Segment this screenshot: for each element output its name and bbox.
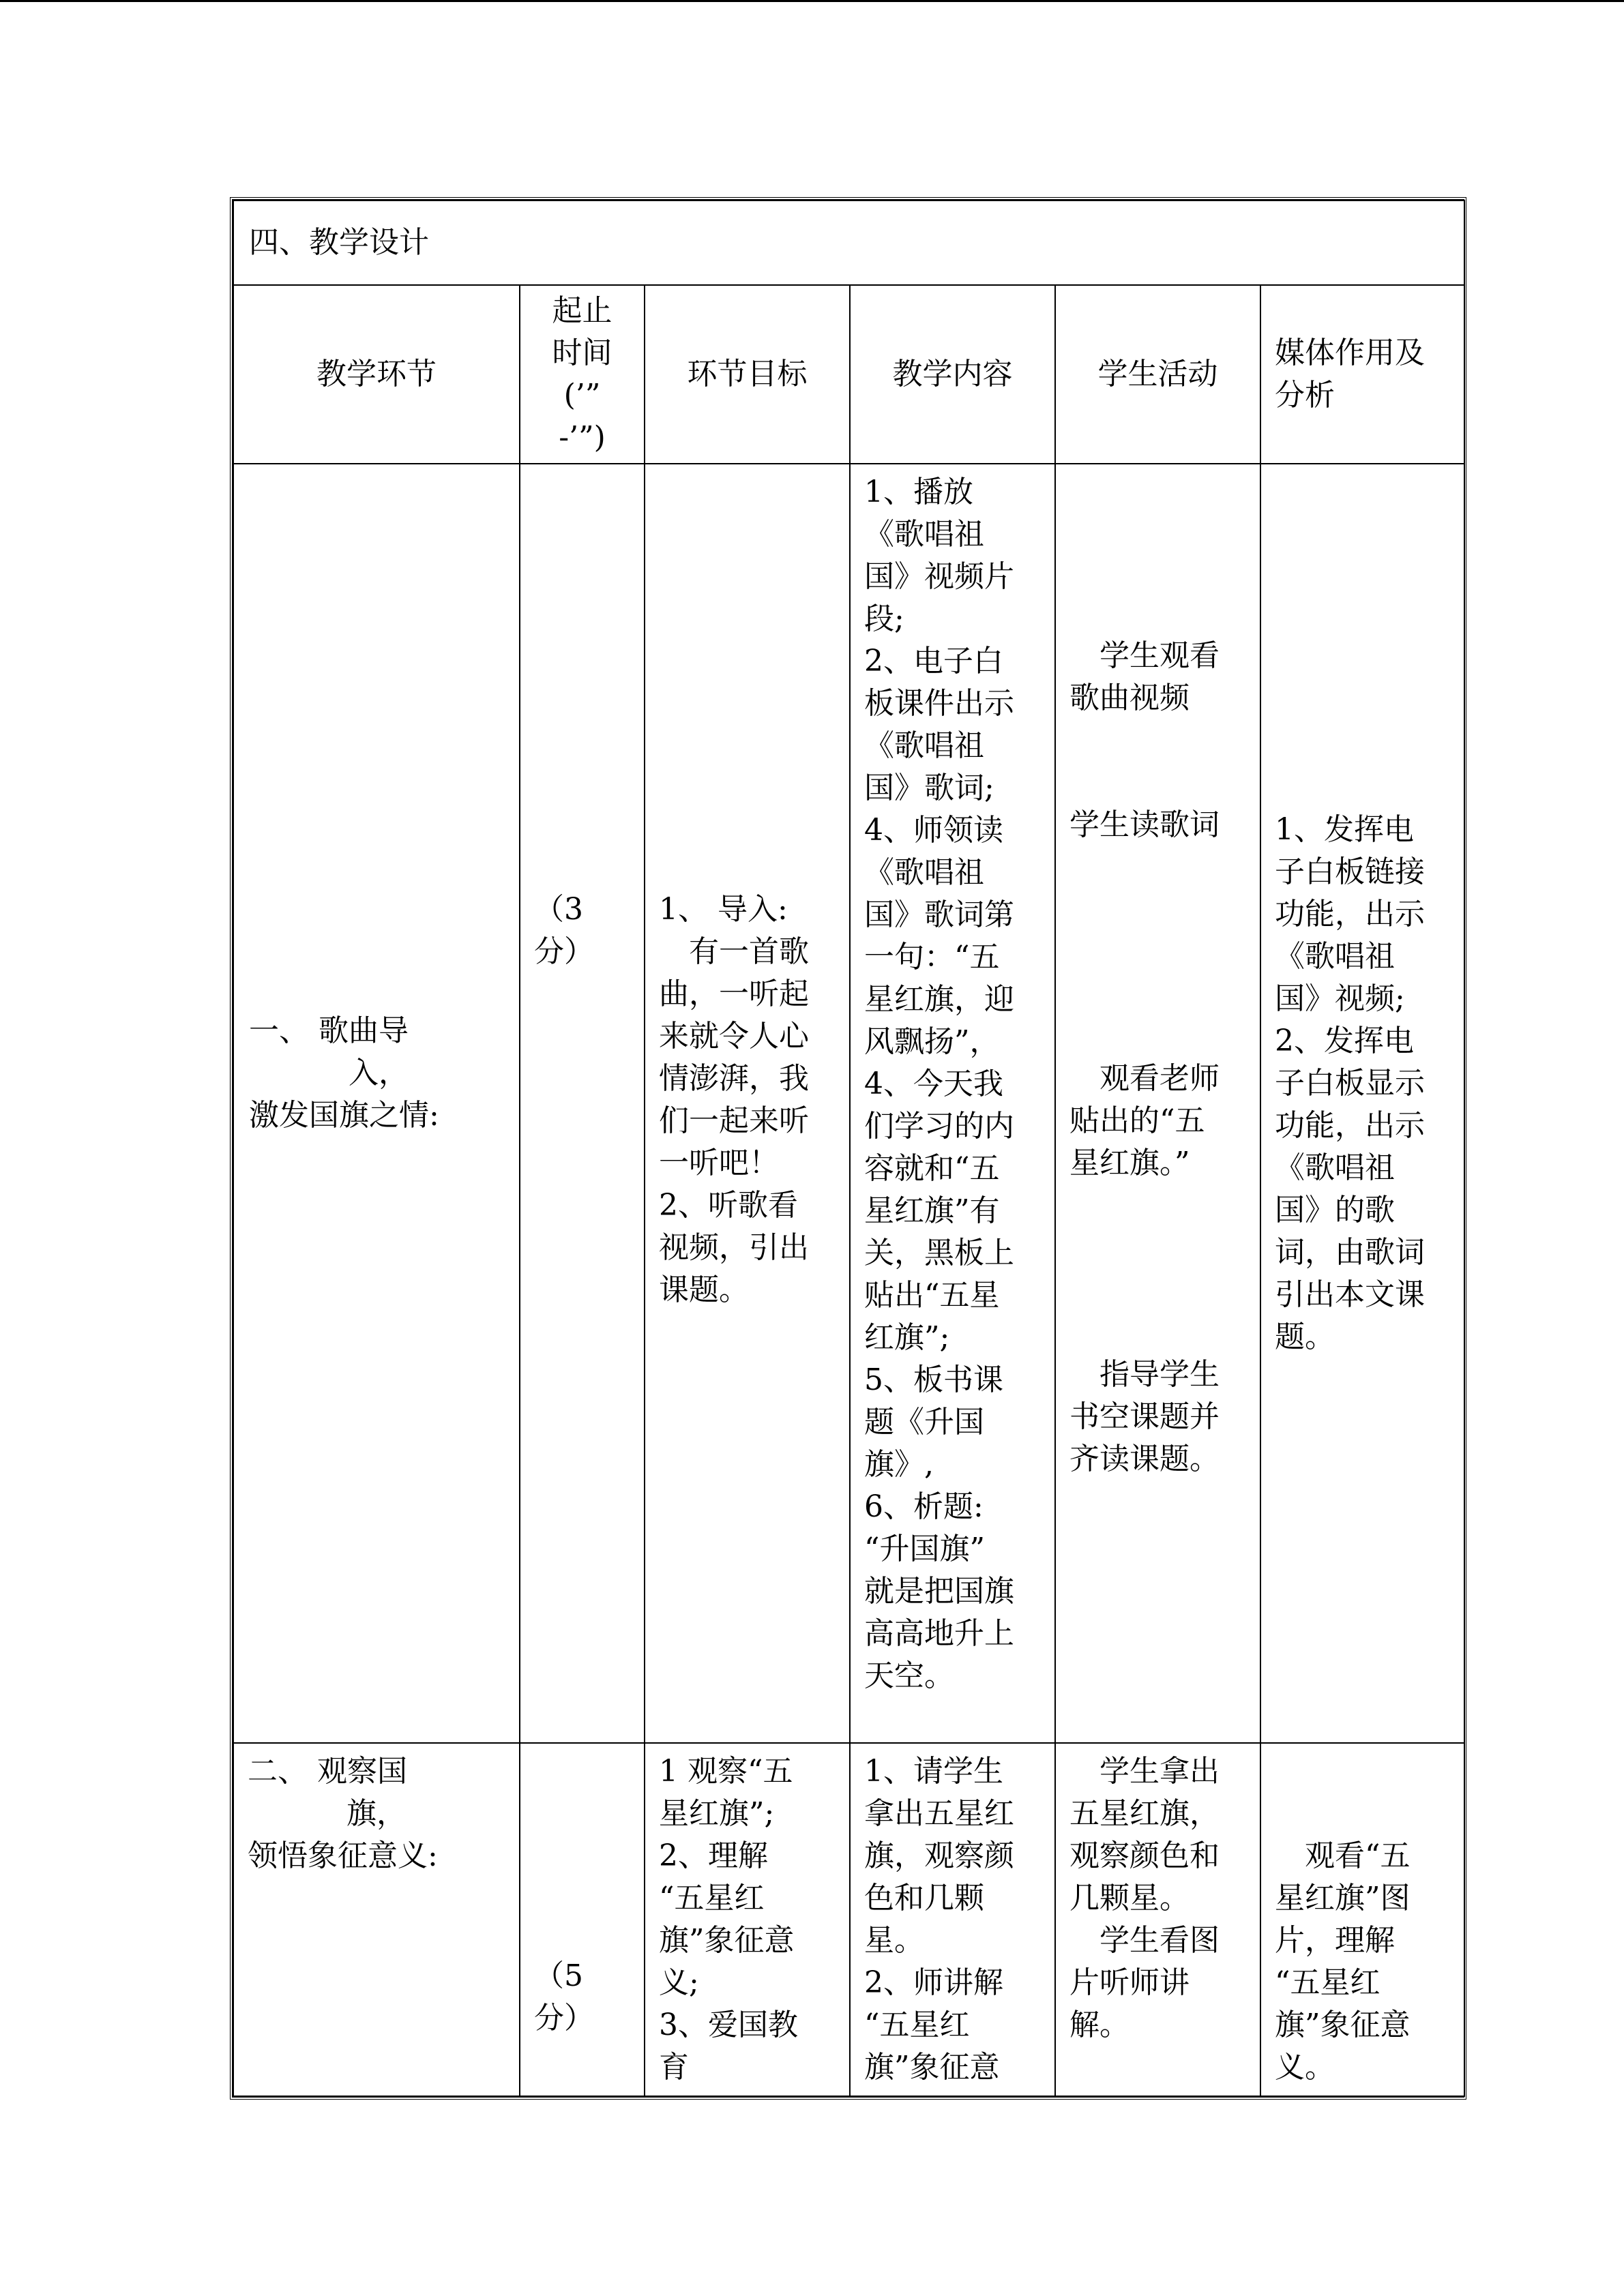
student-line: 学生拿出 [1099, 1754, 1220, 1789]
content-line: 6、析题: [864, 1489, 984, 1524]
header-time-line: -’”) [559, 420, 606, 455]
content-line: 1、播放 [864, 475, 973, 509]
goal-line: 3、爱国教 [659, 2008, 798, 2042]
content-line: 旗》, [864, 1447, 934, 1482]
media-line: 题。 [1275, 1320, 1335, 1354]
header-time-line: 时间 [552, 336, 612, 370]
media-line: 片，理解 [1275, 1923, 1395, 1958]
spacer [1069, 931, 1246, 973]
media-line: 国》视频; [1275, 981, 1405, 1016]
student-line: 学生观看 [1099, 638, 1220, 673]
header-media-line: 分析 [1275, 378, 1335, 413]
stage-line: 旗， [346, 1796, 407, 1831]
content-line: 星。 [864, 1923, 924, 1958]
table-row [233, 464, 1464, 1743]
content-line: 1、请学生 [864, 1754, 1003, 1789]
media-line: 《歌唱祖 [1275, 939, 1395, 974]
goal-line: “五星红 [659, 1881, 765, 1915]
goal-line: 们一起来听 [659, 1103, 809, 1138]
content-line: 拿出五星红 [864, 1796, 1014, 1831]
content-line: 4、师领读 [864, 813, 1003, 848]
content-line: 题《升国 [864, 1405, 984, 1440]
content-line: 星红旗”有 [864, 1193, 1000, 1228]
header-time-line: 起止 [552, 293, 612, 328]
media-cell [1260, 1743, 1464, 2096]
content-line: 一句：“五 [864, 940, 1000, 974]
student-cell [1055, 464, 1260, 1743]
content-line: 5、板书课 [864, 1362, 1003, 1397]
lesson-design-table [230, 197, 1466, 2100]
media-line: 词，由歌词 [1275, 1235, 1425, 1270]
stage-cell [233, 1743, 520, 2096]
content-line: 色和几颗 [864, 1881, 984, 1915]
goal-line: 课题。 [659, 1272, 749, 1307]
goal-line: 1、 导入: [659, 892, 788, 927]
media-line: 1、发挥电 [1275, 812, 1414, 847]
student-line: 书空课题并 [1069, 1399, 1220, 1434]
content-line: 板课件出示 [864, 686, 1014, 721]
spacer [1069, 719, 1246, 762]
stage-line: 入， [349, 1056, 409, 1090]
student-line: 五星红旗， [1069, 1796, 1220, 1831]
time-cell [520, 464, 645, 1743]
goal-line: 有一首歌 [689, 934, 809, 969]
content-line: 关，黑板上 [864, 1236, 1014, 1270]
content-cell [850, 464, 1055, 1743]
header-stage: 教学环节 [233, 285, 520, 464]
content-line: 2、师讲解 [864, 1965, 1003, 2000]
header-media-line: 媒体作用及 [1275, 336, 1425, 370]
media-line: 《歌唱祖 [1275, 1150, 1395, 1185]
table-row [233, 1743, 1464, 2096]
content-line: 4、今天我 [864, 1067, 1003, 1101]
header-student: 学生活动 [1055, 285, 1260, 464]
content-line: 容就和“五 [864, 1151, 1000, 1186]
content-line: “升国旗” [864, 1532, 985, 1566]
time-cell [520, 1743, 645, 2096]
content-line: 《歌唱祖 [864, 728, 984, 763]
media-cell [1260, 464, 1464, 1743]
media-line: 引出本文课 [1275, 1277, 1425, 1312]
goal-cell [645, 464, 850, 1743]
stage-line: 一、 歌曲导 [249, 1013, 409, 1048]
content-line: 贴出“五星 [864, 1278, 1000, 1313]
student-line: 齐读课题。 [1069, 1442, 1220, 1476]
content-line: 星红旗，迎 [864, 982, 1014, 1017]
goal-line: 视频，引出 [659, 1230, 809, 1265]
goal-line: 曲，一听起 [659, 976, 809, 1011]
content-cell [850, 1743, 1055, 2096]
goal-line: 义; [659, 1965, 699, 2000]
spacer [1069, 1269, 1246, 1311]
stage-line: 领悟象征意义: [248, 1838, 438, 1873]
content-line: 《歌唱祖 [864, 517, 984, 552]
content-line: 《歌唱祖 [864, 855, 984, 890]
section-title: 四、教学设计 [233, 200, 1464, 285]
student-cell [1055, 1743, 1260, 2096]
goal-line: 旗”象征意 [659, 1923, 795, 1958]
media-line: 星红旗”图 [1275, 1881, 1411, 1915]
header-row [233, 285, 1464, 464]
spacer [1069, 846, 1246, 889]
goal-line: 1 观察“五 [659, 1754, 793, 1789]
content-line: 旗，观察颜 [864, 1838, 1014, 1873]
spacer [1069, 1227, 1246, 1269]
student-line: 指导学生 [1099, 1357, 1220, 1392]
time-line: 分） [534, 934, 594, 969]
spacer [1069, 1184, 1246, 1227]
time-line: （3 [534, 892, 583, 927]
spacer [1069, 973, 1246, 1015]
student-line: 歌曲视频 [1069, 681, 1190, 715]
media-line: “五星红 [1275, 1965, 1381, 2000]
header-goal: 环节目标 [645, 285, 850, 464]
content-line: 高高地升上 [864, 1616, 1014, 1651]
student-line: 观察颜色和 [1069, 1838, 1220, 1873]
student-line: 学生读歌词 [1069, 807, 1220, 842]
student-line: 片听师讲 [1069, 1965, 1190, 2000]
goal-line: 情澎湃，我 [659, 1061, 809, 1096]
page-top-border [0, 0, 1624, 2]
media-line: 功能，出示 [1275, 897, 1425, 931]
header-time [520, 285, 645, 464]
goal-line: 2、听歌看 [659, 1188, 798, 1223]
media-line: 功能，出示 [1275, 1108, 1425, 1143]
media-line: 子白板显示 [1275, 1066, 1425, 1101]
content-line: 段; [864, 601, 904, 636]
goal-line: 来就令人心 [659, 1019, 809, 1054]
header-time-line: (’” [563, 378, 601, 413]
content-line: “五星红 [864, 2008, 970, 2042]
content-line: 国》歌词第 [864, 897, 1014, 932]
content-line: 们学习的内 [864, 1109, 1014, 1144]
student-line: 贴出的“五 [1069, 1103, 1205, 1138]
media-line: 旗”象征意 [1275, 2008, 1411, 2042]
stage-text [249, 1010, 508, 1137]
student-line: 几颗星。 [1069, 1881, 1190, 1915]
content-line: 国》歌词; [864, 771, 994, 805]
header-media [1260, 285, 1464, 464]
goal-cell [645, 1743, 850, 2096]
stage-cell [233, 464, 520, 1743]
time-line: （5 [534, 1958, 583, 1993]
goal-line: 2、理解 [659, 1838, 768, 1873]
student-line: 观看老师 [1099, 1061, 1220, 1096]
stage-line: 激发国旗之情: [249, 1098, 439, 1133]
media-line: 子白板链接 [1275, 854, 1425, 889]
content-line: 2、电子白 [864, 644, 1003, 679]
student-line: 解。 [1069, 2008, 1130, 2042]
media-line: 观看“五 [1305, 1838, 1411, 1873]
goal-line: 星红旗”; [659, 1796, 775, 1831]
goal-line: 育 [659, 2050, 689, 2085]
content-line: 国》视频片 [864, 559, 1014, 594]
content-line: 就是把国旗 [864, 1574, 1014, 1609]
content-line: 红旗”; [864, 1320, 950, 1355]
content-line: 旗”象征意 [864, 2050, 1000, 2085]
student-line: 学生看图 [1099, 1923, 1220, 1958]
media-line: 国》的歌 [1275, 1193, 1395, 1227]
header-content: 教学内容 [850, 285, 1055, 464]
time-line: 分） [534, 2001, 594, 2036]
spacer [1069, 889, 1246, 931]
stage-line: 二、 观察国 [248, 1754, 407, 1789]
media-line: 义。 [1275, 2050, 1335, 2085]
content-line: 天空。 [864, 1658, 954, 1693]
content-line: 风飘扬”， [864, 1024, 1000, 1059]
media-line: 2、发挥电 [1275, 1024, 1414, 1058]
goal-line: 一听吧！ [659, 1146, 779, 1180]
student-line: 星红旗。” [1069, 1146, 1190, 1180]
